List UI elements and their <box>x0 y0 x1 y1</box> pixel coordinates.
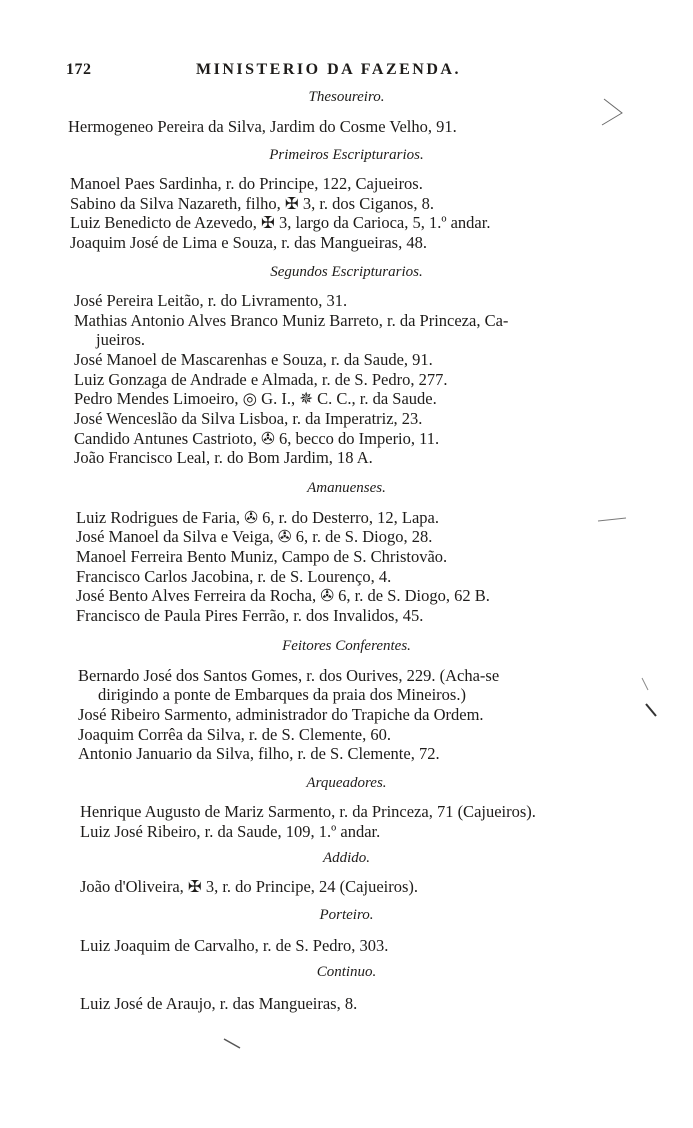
section-title-segundos-escripturarios: Segundos Escripturarios. <box>270 264 423 280</box>
section-title-amanuenses: Amanuenses. <box>307 480 386 496</box>
entry-line: Luiz Joaquim de Carvalho, r. de S. Pedro, 303. <box>80 936 389 955</box>
section-title-primeiros-escripturarios: Primeiros Escripturarios. <box>269 147 424 163</box>
entry-line: Luiz Rodrigues de Faria, ✇ 6, r. do Desterro, 12, Lapa. <box>76 508 439 527</box>
entry-line: João d'Oliveira, ✠ 3, r. do Principe, 24 (Cajueiros). <box>80 877 419 896</box>
entry-line: José Ribeiro Sarmento, administrador do Trapiche da Ordem. <box>78 705 484 724</box>
entry-line: José Wenceslão da Silva Lisboa, r. da Imperatriz, 23. <box>74 409 423 428</box>
section-title-arqueadores: Arqueadores. <box>306 775 387 791</box>
entry-line: Luiz José de Araujo, r. das Mangueiras, 8. <box>80 994 358 1013</box>
entry-line: Manoel Ferreira Bento Muniz, Campo de S. Christovão. <box>76 547 448 566</box>
running-title: MINISTERIO DA FAZENDA. <box>196 61 461 78</box>
entry-line: Sabino da Silva Nazareth, filho, ✠ 3, r. dos Ciganos, 8. <box>70 194 434 213</box>
page-header <box>66 61 636 81</box>
page-number: 172 <box>66 61 92 78</box>
entry-line-continuation: jueiros. <box>96 330 146 349</box>
entry-line: Hermogeneo Pereira da Silva, Jardim do Cosme Velho, 91. <box>68 117 457 136</box>
section-title-addido: Addido. <box>322 850 371 866</box>
stray-mark-decoration <box>222 1036 244 1052</box>
section-title-porteiro: Porteiro. <box>319 907 374 923</box>
entry-line: Francisco Carlos Jacobina, r. de S. Lourenço, 4. <box>76 567 392 586</box>
entry-line: Luiz Gonzaga de Andrade e Almada, r. de S. Pedro, 277. <box>74 370 448 389</box>
section-title-feitores-conferentes: Feitores Conferentes. <box>282 638 411 654</box>
entry-line: José Pereira Leitão, r. do Livramento, 31. <box>74 291 348 310</box>
section-title-thesoureiro: Thesoureiro. <box>308 89 385 105</box>
entry-line: Luiz José Ribeiro, r. da Saude, 109, 1.º andar. <box>80 822 381 841</box>
entry-line: Bernardo José dos Santos Gomes, r. dos Ourives, 229. (Acha-se <box>78 666 500 685</box>
entry-line: Pedro Mendes Limoeiro, ◎ G. I., ✵ C. C., r. da Saude. <box>74 389 437 408</box>
entry-line-continuation: dirigindo a ponte de Embarques da praia dos Mineiros.) <box>98 685 466 704</box>
entry-line: Francisco de Paula Pires Ferrão, r. dos Invalidos, 45. <box>76 606 424 625</box>
entry-line: Candido Antunes Castrioto, ✇ 6, becco do Imperio, 11. <box>74 429 440 448</box>
stray-line-decoration <box>596 515 628 525</box>
stray-mark-decoration <box>596 95 632 129</box>
entry-line: Joaquim José de Lima e Souza, r. das Mangueiras, 48. <box>70 233 427 252</box>
entry-line: José Bento Alves Ferreira da Rocha, ✇ 6, r. de S. Diogo, 62 B. <box>76 586 490 605</box>
entry-line: Antonio Januario da Silva, filho, r. de S. Clemente, 72. <box>78 744 440 763</box>
entry-line: Joaquim Corrêa da Silva, r. de S. Clemente, 60. <box>78 725 391 744</box>
entry-line: Luiz Benedicto de Azevedo, ✠ 3, largo da Carioca, 5, 1.º andar. <box>70 213 491 232</box>
entry-line: José Manoel da Silva e Veiga, ✇ 6, r. de S. Diogo, 28. <box>76 527 433 546</box>
entry-line: Manoel Paes Sardinha, r. do Principe, 122, Cajueiros. <box>70 174 423 193</box>
entry-line: Mathias Antonio Alves Branco Muniz Barreto, r. da Princeza, Ca- <box>74 311 509 330</box>
section-title-continuo: Continuo. <box>316 964 377 980</box>
entry-line: José Manoel de Mascarenhas e Souza, r. da Saude, 91. <box>74 350 433 369</box>
entry-line: Henrique Augusto de Mariz Sarmento, r. da Princeza, 71 (Cajueiros). <box>80 802 536 821</box>
entry-line: João Francisco Leal, r. do Bom Jardim, 18 A. <box>74 448 373 467</box>
stray-mark-decoration <box>640 676 660 720</box>
